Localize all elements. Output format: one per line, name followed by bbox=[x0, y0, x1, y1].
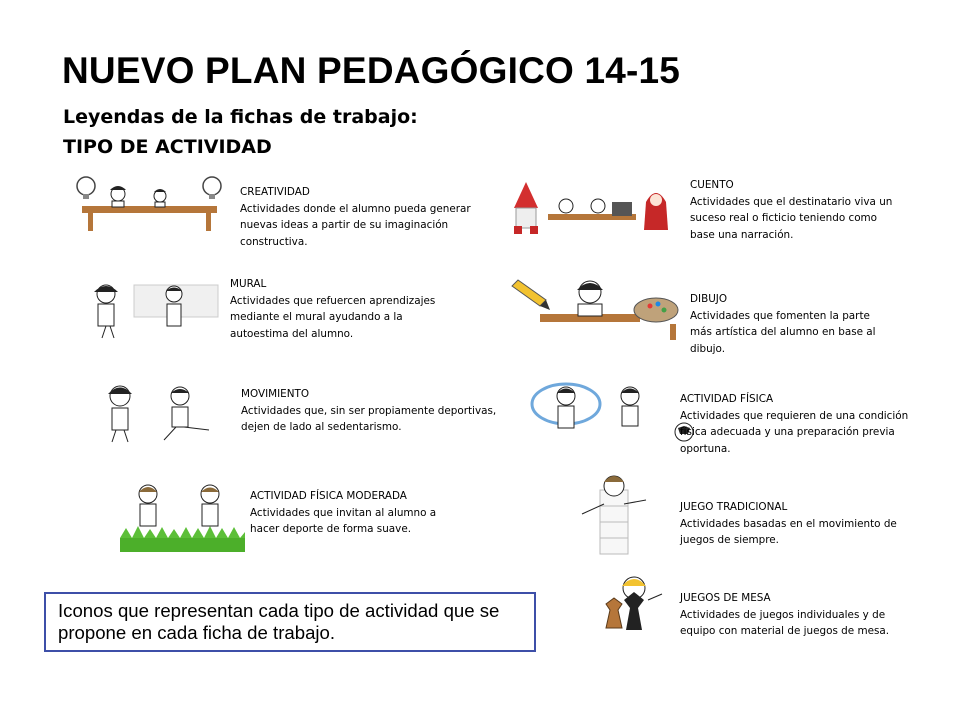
icons-note-box: Iconos que representan cada tipo de actividad que se propone en cada ficha de trabajo. bbox=[44, 592, 536, 652]
traditional-game-icon bbox=[576, 474, 651, 559]
legend-name: DIBUJO bbox=[690, 293, 728, 305]
legend-name: JUEGOS DE MESA bbox=[680, 592, 771, 604]
legend-actividad-fisica-moderada bbox=[250, 488, 455, 538]
legend-desc: Actividades que, sin ser propiamente deportivas, dejen de lado al sedentarismo. bbox=[241, 404, 497, 434]
drawing-icon bbox=[510, 278, 682, 340]
legend-desc: Actividades que refuercen aprendizajes mediante el mural ayudando a la autoestima del alumno. bbox=[230, 294, 436, 340]
subtitle-activity-type: TIPO DE ACTIVIDAD bbox=[63, 136, 272, 158]
story-icon bbox=[510, 180, 682, 238]
legend-actividad-fisica bbox=[680, 391, 925, 457]
creativity-icon bbox=[70, 172, 230, 232]
legend-juego-tradicional bbox=[680, 499, 915, 549]
mural-icon bbox=[74, 282, 219, 340]
legend-cuento bbox=[690, 177, 905, 243]
legend-desc: Actividades basadas en el movimiento de juegos de siempre. bbox=[680, 517, 897, 547]
physical-activity-icon bbox=[524, 382, 699, 444]
legend-desc: Actividades donde el alumno pueda generar nuevas ideas a partir de su imaginación constructiva. bbox=[240, 202, 471, 248]
legend-juegos-de-mesa bbox=[680, 590, 910, 640]
legend-name: CUENTO bbox=[690, 179, 734, 191]
legend-desc: Actividades que invitan al alumno a hacer deporte de forma suave. bbox=[250, 506, 437, 536]
legend-desc: Actividades de juegos individuales y de equipo con material de juegos de mesa. bbox=[680, 608, 890, 638]
moderate-physical-activity-icon bbox=[120, 482, 245, 552]
legend-name: MOVIMIENTO bbox=[241, 388, 310, 400]
movement-icon bbox=[84, 382, 224, 444]
legend-name: MURAL bbox=[230, 278, 267, 290]
legend-name: ACTIVIDAD FÍSICA bbox=[680, 393, 774, 405]
legend-name: CREATIVIDAD bbox=[240, 186, 310, 198]
board-games-icon bbox=[592, 574, 672, 634]
page-title: NUEVO PLAN PEDAGÓGICO 14-15 bbox=[62, 50, 681, 91]
legend-dibujo bbox=[690, 291, 890, 357]
legend-desc: Actividades que el destinatario viva un suceso real o ficticio teniendo como base una narración. bbox=[690, 195, 893, 241]
legend-name: JUEGO TRADICIONAL bbox=[680, 501, 788, 513]
legend-mural bbox=[230, 276, 455, 342]
legend-name: ACTIVIDAD FÍSICA MODERADA bbox=[250, 490, 407, 502]
legend-desc: Actividades que requieren de una condición física adecuada y una preparación previa oportuna. bbox=[680, 409, 909, 455]
legend-desc: Actividades que fomenten la parte más artística del alumno en base al dibujo. bbox=[690, 309, 876, 355]
legend-creatividad bbox=[240, 184, 485, 250]
subtitle-legends: Leyendas de la fichas de trabajo: bbox=[63, 106, 418, 128]
legend-movimiento bbox=[241, 386, 506, 436]
